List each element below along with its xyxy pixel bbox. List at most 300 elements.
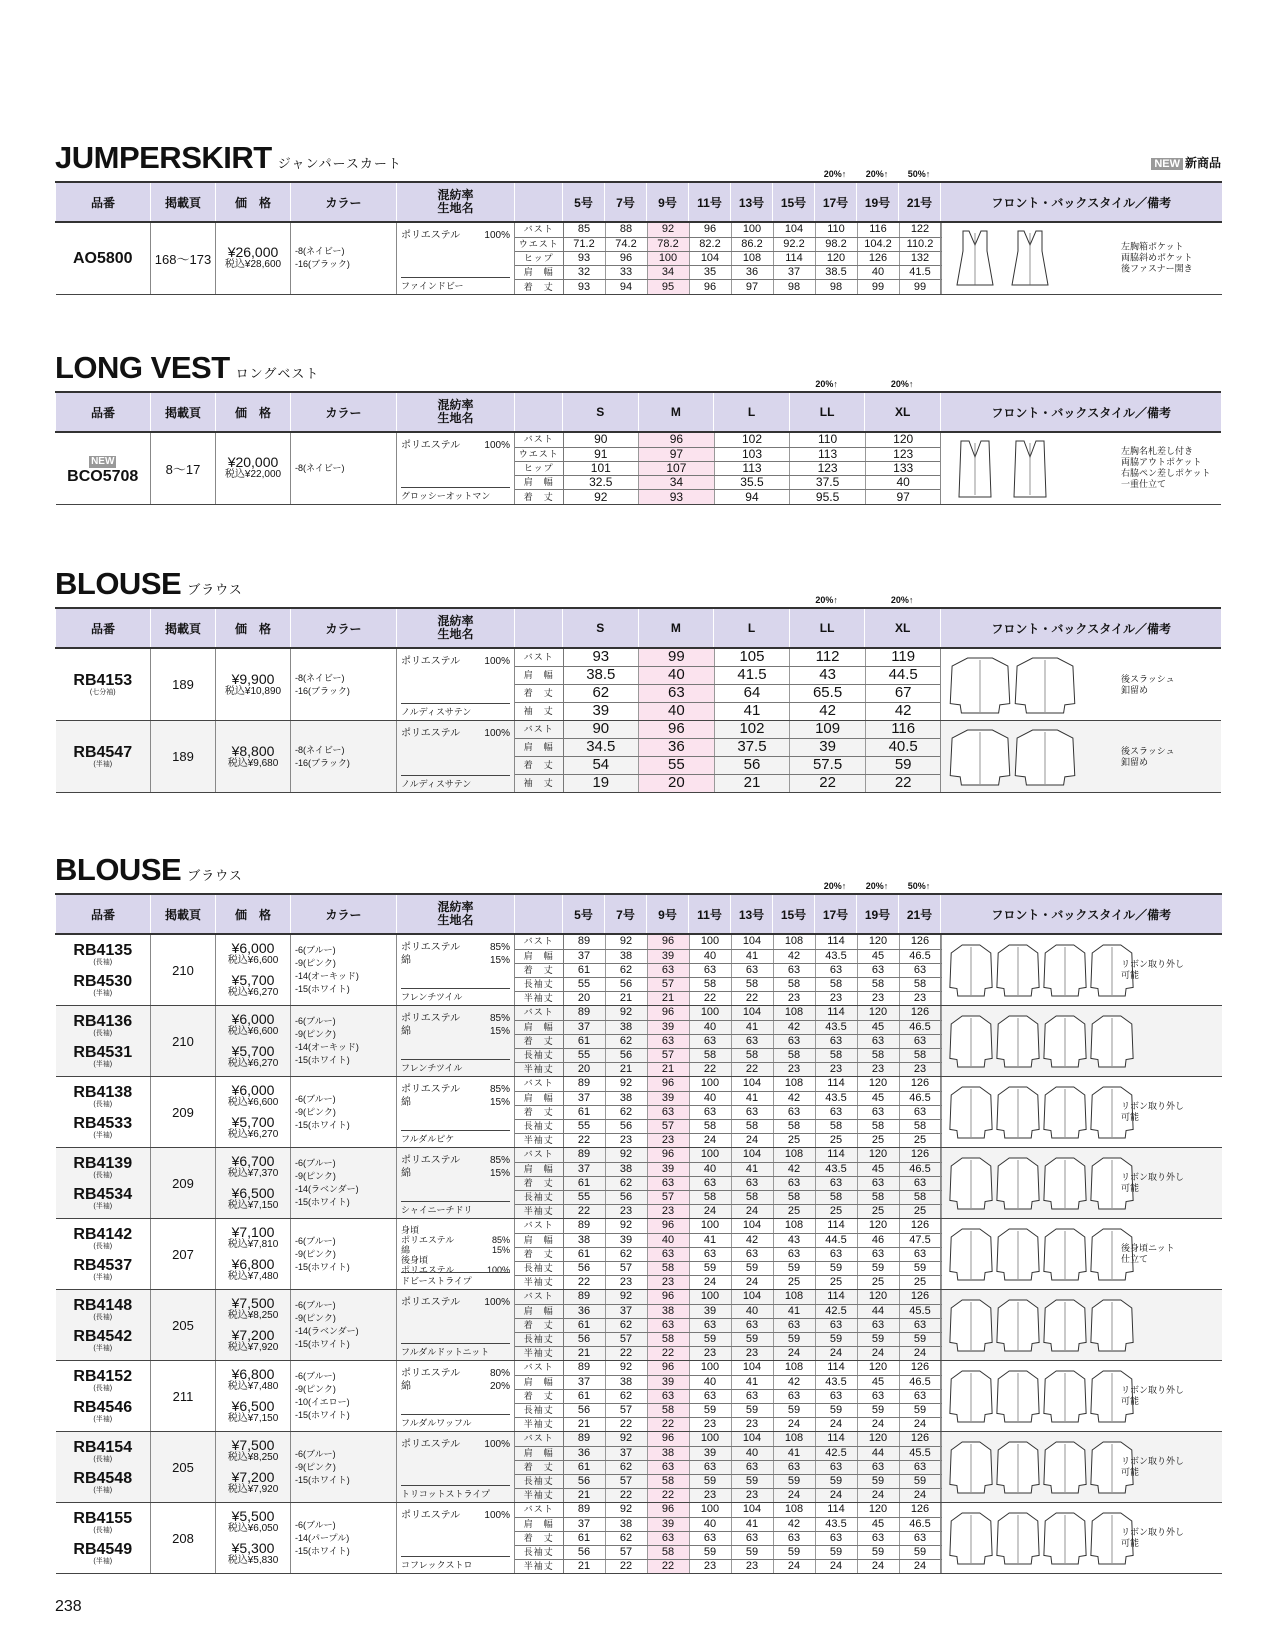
material-line [401, 941, 510, 954]
sleeve-type: (長袖) [93, 1172, 113, 1179]
measure-value: 40 [689, 949, 731, 963]
product-code-text: RB4135 [73, 942, 133, 959]
measure-value: 114 [815, 1006, 857, 1020]
garment-sketches [949, 941, 1134, 999]
measure-value: 120 [857, 1148, 899, 1162]
measure-label: 半袖丈 [515, 1204, 563, 1218]
price: ¥6,500 [231, 1185, 275, 1201]
measure-value: 38.5 [815, 266, 857, 280]
material-cell [397, 1503, 515, 1574]
fabric-name: シャイニーチドリ [401, 1201, 510, 1216]
measure-value: 40 [689, 1517, 731, 1531]
measure-value: 32.5 [563, 476, 639, 490]
measure-value: 120 [857, 1006, 899, 1020]
measure-value: 96 [647, 1503, 689, 1517]
garment-sketches [949, 1083, 1134, 1141]
size-grid [515, 649, 941, 720]
header-size: LL [789, 392, 865, 432]
measure-value: 23 [647, 1275, 689, 1289]
garment-sketches [949, 1438, 1134, 1496]
price-tax-incl: 税込¥6,270 [227, 1129, 279, 1140]
measure-value: 63 [815, 1531, 857, 1545]
measure-value: 74.2 [605, 237, 647, 251]
measure-value: 41 [714, 702, 790, 720]
measure-label: 長袖丈 [515, 1332, 563, 1346]
style-note: 左胸箱ポケット [1121, 241, 1184, 252]
measure-label: 肩 幅 [515, 1375, 563, 1389]
measure-value: 38 [563, 1233, 605, 1247]
measure-value: 108 [773, 935, 815, 949]
price-tax-incl: 税込¥7,150 [227, 1413, 279, 1424]
price-tax-incl: 税込¥7,920 [227, 1342, 279, 1353]
material-percent: 100% [484, 1510, 510, 1521]
measure-value: 62 [605, 1531, 647, 1545]
size-row [515, 1176, 941, 1190]
style-cell [941, 1077, 1222, 1148]
header-price: 価 格 [216, 608, 291, 648]
measure-value: 21 [605, 991, 647, 1005]
measure-label: 着 丈 [515, 685, 563, 703]
color-option: -6(ブルー) [295, 1016, 336, 1026]
color-option: -9(ピンク) [295, 1461, 336, 1472]
measure-value: 62 [605, 1247, 647, 1261]
measure-label: バスト [515, 1290, 563, 1304]
price-block [216, 1470, 290, 1496]
measure-value: 61 [563, 1105, 605, 1119]
measure-value: 113 [714, 461, 790, 475]
measure-value: 99 [857, 280, 899, 294]
price-tax-incl: 税込¥22,000 [224, 469, 282, 481]
product-code-text: RB4548 [73, 1470, 133, 1487]
style-cell [941, 1006, 1222, 1077]
product-code [56, 1084, 151, 1109]
measure-value: 39 [790, 739, 866, 757]
measure-value: 42 [773, 1517, 815, 1531]
measure-value: 43 [790, 667, 866, 685]
price: ¥6,000 [231, 1011, 275, 1027]
sleeve-type: (長袖) [93, 1101, 113, 1108]
material-name: ポリエステル [401, 1013, 461, 1024]
price: ¥7,500 [231, 1295, 275, 1311]
material-line [401, 1380, 510, 1393]
measure-value: 40.5 [865, 739, 941, 757]
size-grid-cell [515, 1006, 941, 1077]
color-option: -6(ブルー) [295, 1300, 336, 1310]
header-color: カラー [291, 608, 397, 648]
size-row [515, 1460, 941, 1474]
product-row [56, 1361, 1222, 1432]
style-notes [1121, 959, 1184, 981]
price-block [216, 1115, 290, 1141]
measure-value: 89 [563, 935, 605, 949]
garment-sketch-icon [1014, 726, 1076, 788]
measure-label: 着 丈 [515, 1460, 563, 1474]
measure-value: 96 [689, 280, 731, 294]
measure-value: 89 [563, 1006, 605, 1020]
price-tax-incl: 税込¥7,150 [227, 1200, 279, 1211]
product-code-text: BCO5708 [67, 468, 139, 486]
price-block [216, 455, 290, 481]
size-row [515, 1545, 941, 1559]
measure-value: 92 [605, 1219, 647, 1233]
product-code-cell [56, 934, 151, 1006]
price-cell [216, 1219, 291, 1290]
measure-value: 20 [639, 774, 715, 792]
measure-value: 59 [857, 1261, 899, 1275]
measure-value: 45.5 [899, 1304, 941, 1318]
measure-value: 63 [773, 1460, 815, 1474]
garment-sketches [949, 654, 1076, 716]
measure-value: 120 [857, 1503, 899, 1517]
measure-value: 89 [563, 1290, 605, 1304]
measure-value: 56 [563, 1545, 605, 1559]
product-row [56, 648, 1222, 721]
measure-value: 22 [647, 1346, 689, 1360]
price-tax-incl: 税込¥6,600 [227, 1097, 279, 1108]
style-note: リボン取り外し [1121, 1172, 1185, 1182]
section-title [55, 852, 243, 888]
measure-value: 36 [563, 1446, 605, 1460]
size-grid-cell [515, 648, 941, 721]
header-size: 21号 [899, 182, 941, 222]
sleeve-type: (長袖) [93, 1456, 113, 1463]
price-tax-incl: 税込¥7,480 [227, 1271, 279, 1282]
color-option: -6(ブルー) [295, 1158, 336, 1168]
measure-value: 89 [563, 1219, 605, 1233]
measure-value: 46.5 [899, 1091, 941, 1105]
size-row [515, 977, 941, 991]
product-row [56, 1219, 1222, 1290]
material-name: ポリエステル [401, 230, 461, 241]
measure-value: 126 [899, 1006, 941, 1020]
catalog-page-cell: 211 [151, 1361, 216, 1432]
product-code [56, 942, 151, 967]
size-row [515, 1077, 941, 1091]
measure-value: 63 [689, 963, 731, 977]
catalog-page-cell: 8〜17 [151, 432, 216, 504]
measure-label: 肩 幅 [515, 1304, 563, 1318]
measure-value: 58 [815, 977, 857, 991]
garment-sketch-icon [1090, 1012, 1134, 1070]
measure-value: 58 [899, 1119, 941, 1133]
price-tax-incl: 税込¥8,250 [227, 1310, 279, 1321]
product-code-text: RB4152 [73, 1368, 133, 1385]
measure-value: 63 [647, 1460, 689, 1474]
measure-value: 120 [857, 935, 899, 949]
product-code-text: RB4542 [73, 1328, 133, 1345]
measure-value: 105 [714, 649, 790, 667]
material-mix [401, 655, 510, 668]
measure-label: バスト [515, 433, 563, 447]
measure-value: 59 [731, 1332, 773, 1346]
header-code: 品番 [56, 392, 151, 432]
measure-value: 120 [857, 1432, 899, 1446]
measure-value: 92.2 [773, 237, 815, 251]
material-name: ポリエステル [401, 728, 461, 739]
style-cell [941, 1219, 1222, 1290]
measure-value: 25 [899, 1133, 941, 1147]
measure-value: 22 [605, 1346, 647, 1360]
measure-value: 133 [865, 461, 941, 475]
size-row [515, 461, 941, 475]
measure-label: 半袖丈 [515, 991, 563, 1005]
catalog-page-cell: 205 [151, 1290, 216, 1361]
product-row [56, 1290, 1222, 1361]
color-option: -15(ホワイト) [295, 984, 350, 994]
measure-value: 112 [790, 649, 866, 667]
measure-value: 23 [731, 1417, 773, 1431]
product-code-cell [56, 1077, 151, 1148]
measure-value: 120 [865, 433, 941, 447]
product-code-text: RB4547 [73, 744, 133, 761]
product-code-cell [56, 1361, 151, 1432]
size-row [515, 1290, 941, 1304]
measure-value: 98 [773, 280, 815, 294]
price-tax-incl: 税込¥5,830 [227, 1555, 279, 1566]
measure-value: 22 [563, 1275, 605, 1289]
measure-value: 96 [647, 1361, 689, 1375]
measure-value: 22 [647, 1488, 689, 1502]
size-grid-cell [515, 222, 941, 294]
product-code-text: AO5800 [72, 249, 133, 267]
garment-sketch-icon [1043, 1083, 1087, 1141]
measure-value: 99 [639, 649, 715, 667]
material-line [401, 1296, 510, 1309]
material-name: ポリエステル [401, 1510, 461, 1521]
style-note: リボン取り外し [1121, 1456, 1185, 1466]
material-name: ポリエステル [401, 942, 461, 953]
measure-value: 37 [563, 949, 605, 963]
measure-value: 126 [899, 935, 941, 949]
measure-value: 63 [899, 1389, 941, 1403]
sleeve-type: (長袖) [93, 1030, 113, 1037]
measure-value: 92 [605, 1503, 647, 1517]
measure-value: 63 [899, 1460, 941, 1474]
material-percent: 15% [491, 1245, 510, 1255]
catalog-page-cell: 168〜173 [151, 222, 216, 294]
measure-value: 88 [605, 223, 647, 237]
header-code: 品番 [56, 894, 151, 934]
product-code-text: RB4530 [73, 973, 133, 990]
measure-value: 57 [647, 977, 689, 991]
measure-value: 61 [563, 1176, 605, 1190]
measure-value: 64 [714, 685, 790, 703]
size-surcharge-note: 20%↑ [890, 379, 914, 389]
product-code-cell [56, 721, 151, 793]
material-name: ポリエステル [401, 1368, 461, 1379]
measure-value: 45 [857, 1517, 899, 1531]
measure-value: 59 [815, 1545, 857, 1559]
style-note: 右脇ペン差しポケット [1120, 468, 1211, 479]
product-code-cell [56, 1148, 151, 1219]
price: ¥7,100 [231, 1224, 275, 1240]
material-name: 綿 [401, 1245, 411, 1255]
measure-value: 98.2 [815, 237, 857, 251]
measure-value: 102 [714, 721, 790, 739]
measure-label: 着 丈 [515, 1318, 563, 1332]
size-grid-cell [515, 1148, 941, 1219]
price: ¥5,700 [231, 972, 275, 988]
measure-value: 93 [639, 490, 715, 504]
material-cell [397, 1432, 515, 1503]
style-note: 可能 [1121, 1112, 1140, 1122]
header-page: 掲載頁 [151, 182, 216, 222]
measure-value: 62 [605, 1318, 647, 1332]
measure-value: 23 [647, 1133, 689, 1147]
measure-value: 89 [563, 1077, 605, 1091]
measure-value: 58 [731, 1119, 773, 1133]
style-note: リボン取り外し [1121, 1527, 1185, 1537]
measure-value: 56 [563, 1403, 605, 1417]
measure-value: 37.5 [714, 739, 790, 757]
catalog-page-cell: 209 [151, 1148, 216, 1219]
header-size: 5号 [563, 182, 605, 222]
header-mix-line: 混紡率 [437, 614, 474, 628]
size-row [515, 1432, 941, 1446]
measure-value: 120 [815, 251, 857, 265]
measure-label: 肩 幅 [515, 949, 563, 963]
size-row [515, 1318, 941, 1332]
measure-label: 肩 幅 [515, 266, 563, 280]
material-mix [401, 941, 510, 967]
measure-value: 24 [899, 1488, 941, 1502]
price-tax-incl: 税込¥7,370 [227, 1168, 279, 1179]
measure-value: 39 [563, 702, 639, 720]
style-note: 可能 [1121, 1183, 1140, 1193]
header-size: 9号 [647, 182, 689, 222]
measure-value: 24 [899, 1559, 941, 1573]
measure-label: 着 丈 [515, 1105, 563, 1119]
product-code-text: RB4139 [73, 1155, 133, 1172]
section-title [55, 566, 243, 602]
material-line [401, 1154, 510, 1167]
measure-value: 25 [857, 1275, 899, 1289]
header-mix [397, 182, 515, 222]
measure-value: 93 [563, 649, 639, 667]
product-code-cell [56, 432, 151, 504]
measure-value: 108 [731, 251, 773, 265]
price: ¥5,700 [231, 1043, 275, 1059]
measure-value: 114 [815, 1148, 857, 1162]
material-line [401, 1096, 510, 1109]
sleeve-type: (半袖) [93, 1274, 113, 1281]
measure-label: 肩 幅 [515, 476, 563, 490]
product-code [56, 744, 151, 769]
measure-value: 24 [773, 1346, 815, 1360]
measure-value: 58 [731, 977, 773, 991]
measure-value: 22 [605, 1417, 647, 1431]
style-note: 後ファスナー開き [1121, 263, 1193, 274]
size-row [515, 991, 941, 1005]
measure-value: 62 [605, 1034, 647, 1048]
color-option: -8(ネイビー) [295, 744, 345, 755]
measure-value: 103 [714, 447, 790, 461]
measure-value: 108 [773, 1290, 815, 1304]
size-grid [515, 721, 941, 792]
measure-value: 92 [605, 1432, 647, 1446]
price-cell [216, 934, 291, 1006]
measure-value: 63 [773, 1318, 815, 1332]
measure-value: 40 [639, 667, 715, 685]
price: ¥5,700 [231, 1114, 275, 1130]
measure-value: 41 [731, 949, 773, 963]
measure-value: 42.5 [815, 1304, 857, 1318]
fabric-name: トリコットストライプ [401, 1485, 510, 1500]
header-price: 価 格 [216, 182, 291, 222]
measure-value: 25 [899, 1204, 941, 1218]
header-style: フロント・バックスタイル／備考 [941, 182, 1222, 222]
size-surcharge-note: 20%↑ [865, 169, 889, 179]
product-code [56, 1368, 151, 1393]
header-size: XL [865, 608, 941, 648]
measure-value: 71.2 [563, 237, 605, 251]
measure-value: 38 [647, 1304, 689, 1318]
product-code [56, 1186, 151, 1211]
section-title-ja: ブラウス [187, 868, 243, 883]
measure-value: 44 [857, 1446, 899, 1460]
measure-value: 23 [731, 1488, 773, 1502]
style-note: 後スラッシュ [1120, 745, 1175, 756]
measure-value: 63 [731, 1460, 773, 1474]
measure-value: 37 [563, 1517, 605, 1531]
material-line [401, 229, 510, 242]
material-name: 身頃 [401, 1225, 420, 1235]
measure-value: 113 [790, 447, 866, 461]
measure-value: 63 [899, 1034, 941, 1048]
measure-value: 63 [731, 1389, 773, 1403]
measure-value: 63 [815, 1389, 857, 1403]
measure-value: 63 [731, 963, 773, 977]
material-percent: 80% [489, 1368, 510, 1379]
material-mix [401, 439, 510, 452]
sleeve-type: (半袖) [93, 1203, 113, 1210]
measure-value: 63 [689, 1105, 731, 1119]
measure-value: 35.5 [714, 476, 790, 490]
measure-value: 42 [865, 702, 941, 720]
measure-value: 94 [605, 280, 647, 294]
measure-label: 半袖丈 [515, 1133, 563, 1147]
measure-value: 100 [689, 1006, 731, 1020]
catalog-page-cell: 210 [151, 1006, 216, 1077]
measure-value: 55 [563, 1119, 605, 1133]
measure-value: 126 [899, 1432, 941, 1446]
measure-value: 23 [605, 1133, 647, 1147]
measure-value: 41.5 [714, 667, 790, 685]
header-size: S [563, 392, 639, 432]
measure-value: 57 [647, 1119, 689, 1133]
size-grid-cell [515, 1432, 941, 1503]
measure-label: 着 丈 [515, 1389, 563, 1403]
price-cell [216, 1432, 291, 1503]
measure-value: 23 [857, 991, 899, 1005]
measure-value: 23 [815, 1062, 857, 1076]
product-code-cell [56, 222, 151, 294]
measure-value: 85 [563, 223, 605, 237]
header-code: 品番 [56, 608, 151, 648]
measure-value: 40 [689, 1375, 731, 1389]
product-code [56, 1044, 151, 1069]
size-row [515, 1417, 941, 1431]
header-page: 掲載頁 [151, 392, 216, 432]
measure-value: 120 [857, 1077, 899, 1091]
size-row [515, 447, 941, 461]
measure-value: 114 [815, 935, 857, 949]
measure-value: 58 [815, 1048, 857, 1062]
product-row [56, 1432, 1222, 1503]
color-cell [291, 934, 397, 1006]
measure-value: 40 [639, 702, 715, 720]
fabric-name: ノルディスサテン [401, 703, 510, 718]
